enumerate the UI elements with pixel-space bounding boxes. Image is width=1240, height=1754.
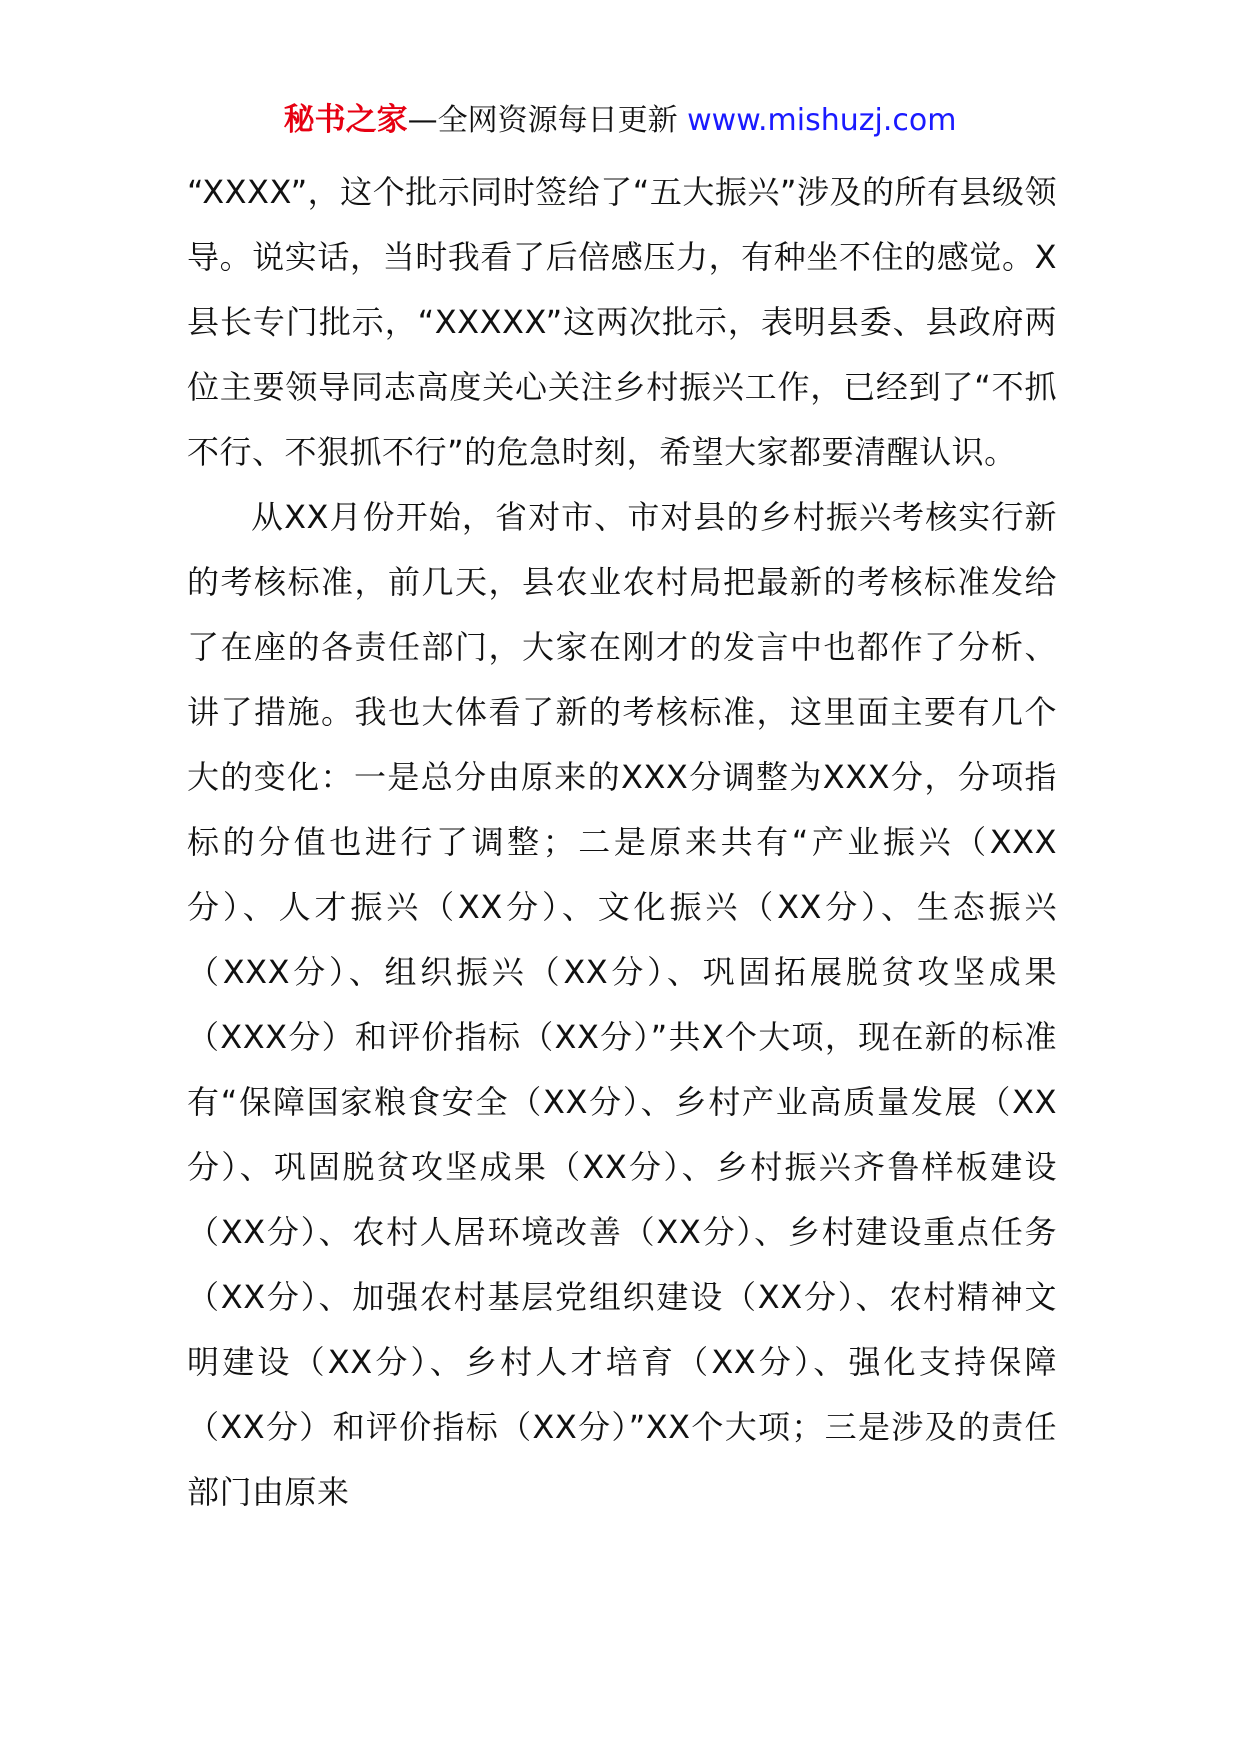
site-tagline: —全网资源每日更新 [407, 103, 678, 138]
paragraph-continued: “XXXX”，这个批示同时签给了“五大振兴”涉及的所有县级领导。说实话，当时我看了后倍感压力，有种坐不住的感觉。X县长专门批示，“XXXXX”这两次批示，表明县委、县政府两位主要领导同志高度关心关注乡村振兴工作，已经到了“不抓不行、不狠抓不行”的危急时刻，希望大家都要清醒认识。 [187, 173, 1057, 471]
paragraph-assessment-changes: 从XX月份开始，省对市、市对县的乡村振兴考核实行新的考核标准，前几天，县农业农村局把最新的考核标准发给了在座的各责任部门，大家在刚才的发言中也都作了分析、讲了措施。我也大体看了新的考核标准，这里面主要有几个大的变化：一是总分由原来的XXX分调整为XXX分，分项指标的分值也进行了调整；二是原来共有“产业振兴（XXX分）、人才振兴（XX分）、文化振兴（XX分）、生态振兴（XXX分）、组织振兴（XX分）、巩固拓展脱贫攻坚成果（XXX分）和评价指标（XX分）”共X个大项，现在新的标准有“保障国家粮食安全（XX分）、乡村产业高质量发展（XX分）、巩固脱贫攻坚成果（XX分）、乡村振兴齐鲁样板建设（XX分）、农村人居环境改善（XX分）、乡村建设重点任务（XX分）、加强农村基层党组织建设（XX分）、农村精神文明建设（XX分）、乡村人才培育（XX分）、强化支持保障（XX分）和评价指标（XX分）”XX个大项；三是涉及的责任部门由原来 [187, 498, 1057, 1511]
document-body [187, 160, 1057, 1525]
site-brand: 秘书之家 [283, 102, 408, 138]
site-url-link[interactable]: www.mishuzj.com [687, 103, 957, 138]
page-header [0, 100, 1240, 141]
